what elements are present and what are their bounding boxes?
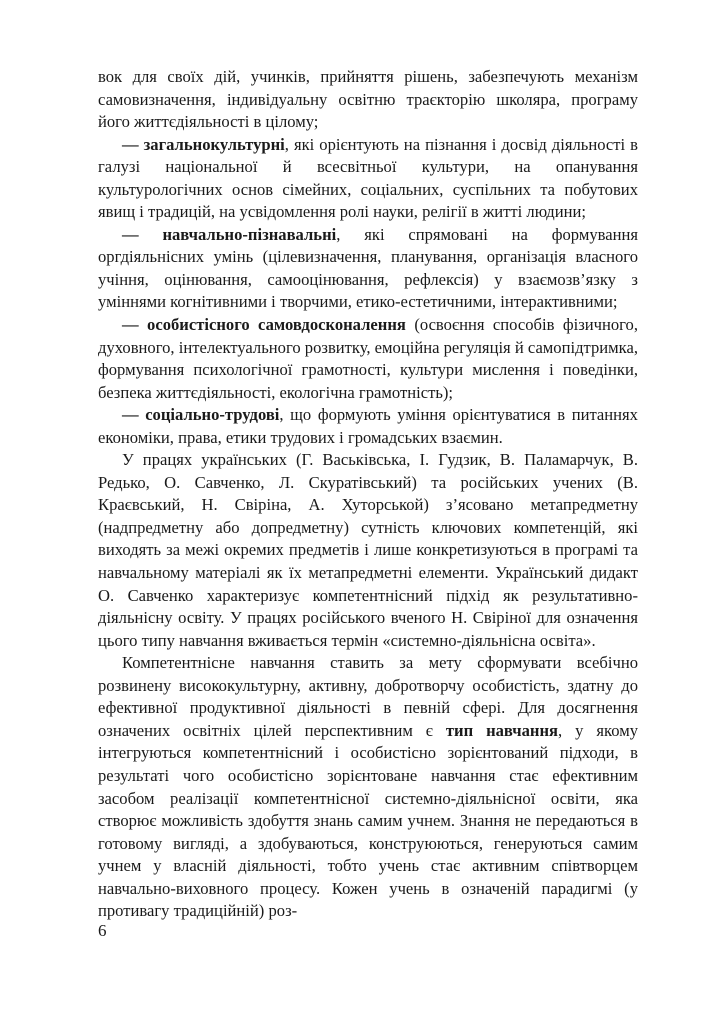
dash: — [122,134,144,154]
page-number: 6 [98,921,107,940]
term-bold: соціально-трудові [145,405,280,425]
paragraph-competence-learning [98,652,638,923]
dash: — [122,315,148,335]
item-text: , які орієнтують на пізнання і досвід діяльності в галузі національної й всесвітньої культури, на опанування культурологічних основ сімейних, соціальних, суспільних та побутових явищ і традицій, на усвідомлення ролі науки, релігії в житті людини; [98,134,638,222]
list-item-self-improvement [98,314,638,404]
paragraph-text: Компетентнісне навчання ставить за мету сформувати всебічно розвинену висококультурну, активну, добротворчу особистість, здатну до ефективної продуктивної діяльності в певній сфері. Для досягнення означених освітніх цілей перспективним є [98,653,638,740]
item-text: , що формують уміння орієнтуватися в питаннях економіки, права, етики трудових і громадських взаємин. [98,405,638,447]
paragraph-text: , у якому інтегруються компетентнісний і особистісно зорієнтований підходи, в результаті чого особистісно зорієнтоване навчання стає ефективним засобом реалізації компетентнісної системно-діяльнісної освіти, яка створює можливість здобуття знань самим учнем. Знання не передаються в готовому вигляді, а здобуваються, конструюються, генеруються самим учнем у власній діяльності, тобто учень стає активним співтворцем навчально-виховного процесу. Кожен учень в означеній парадигмі (у противагу традиційній) роз- [98,720,638,921]
term-bold: особистісного самовдосконалення [147,315,406,335]
item-text: (освоєння способів фізичного, духовного, інтелектуального розвитку, емоційна регуляція й самопідтримка, формування психологічної грамотності, культури мислення і поведінки, безпека життєдіяльності, екологічна грамотність); [98,315,638,402]
page-body [98,66,638,923]
dash: — [122,224,163,244]
list-item-social-labor [98,404,638,449]
term-bold: навчально-пізнавальні [162,224,337,244]
list-item-educational-cognitive [98,224,638,314]
list-item-general-cultural [98,134,638,224]
dash: — [122,405,146,425]
term-bold: загальнокультурні [143,134,285,154]
paragraph-continuation: вок для своїх дій, учинків, прийняття рішень, забезпечують механізм самовизначення, індивідуальну освітню траєкторію школяра, програму його життєдіяльності в цілому; [98,67,638,132]
paragraph-scholars: У працях українських (Г. Васьківська, І. Гудзик, В. Паламарчук, В. Редько, О. Савченко, Л. Скуратівський) та російських учених (В. Краєвський, Н. Свіріна, А. Хуторськой) з’ясовано метапредметну (надпредметну або допредметну) сутність ключових компетенцій, які виходять за межі окремих предметів і лише конкретизуються в програмі та навчальному матеріалі як їх метапредметні елементи. Український дидакт О. Савченко характеризує компетентнісний підхід як результативно-діяльнісну освіту. У працях російського вченого Н. Свіріної для означення цього типу навчання вживається термін «системно-діяльнісна освіта». [98,450,638,650]
term-bold: тип навчання [445,720,559,740]
item-text: , які спрямовані на формування оргдіяльнісних умінь (цілевизначення, планування, організація власного учіння, оцінювання, самооцінювання, рефлексія) у взаємозв’язку з уміннями когнітивними і творчими, етико-естетичними, інтерактивними; [98,224,638,312]
